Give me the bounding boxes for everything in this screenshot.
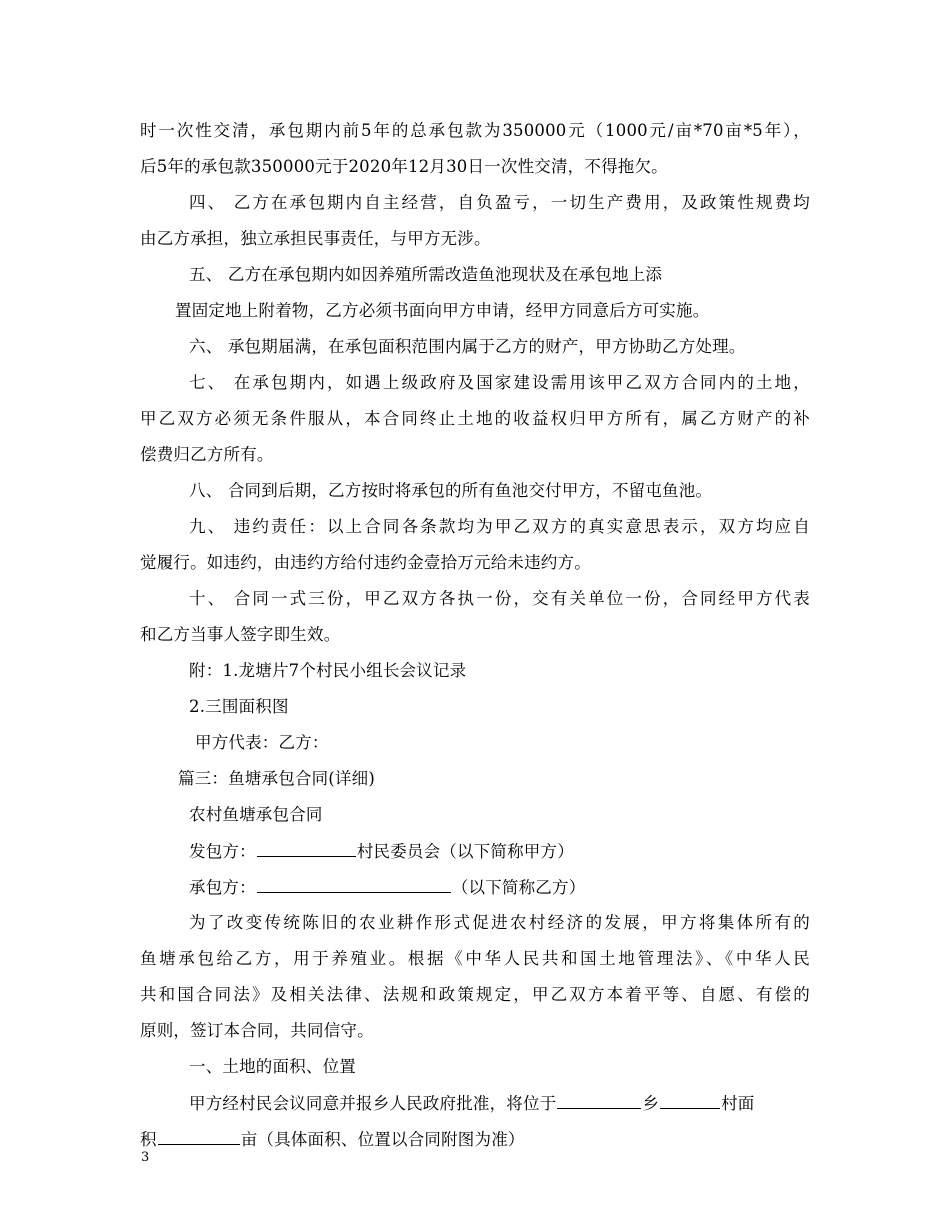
clause-eight-line: 八、 合同到后期，乙方按时将承包的所有鱼池交付甲方，不留屯鱼池。 xyxy=(189,481,713,500)
intro-line: 为了改变传统陈旧的农业耕作形式促进农村经济的发展，甲方将集体所有的 xyxy=(189,913,810,932)
clause-nine-line: 九、 违约责任：以上合同各条款均为甲乙双方的真实意思表示，双方均应自 xyxy=(189,517,810,536)
section-one-title: 一、土地的面积、位置 xyxy=(189,1057,356,1076)
blank-field xyxy=(557,1092,641,1109)
location-text: 村面 xyxy=(721,1094,755,1113)
contractor-label: 发包方： xyxy=(189,842,256,861)
location-text: 甲方经村民会议同意并报乡人民政府批准，将位于 xyxy=(189,1094,557,1113)
paragraph-line: 置固定地上附着物，乙方必须书面向甲方申请，经甲方同意后方可实施。 xyxy=(175,301,710,320)
section-heading: 篇三：鱼塘承包合同(详细) xyxy=(178,769,375,788)
clause-seven-line: 七、 在承包期内，如遇上级政府及国家建设需用该甲乙双方合同内的土地， xyxy=(189,373,810,392)
page-number: 3 xyxy=(141,1150,150,1165)
intro-line: 原则，签订本合同，共同信守。 xyxy=(140,1021,374,1040)
paragraph-line: 由乙方承担，独立承担民事责任，与甲方无涉。 xyxy=(140,229,491,248)
blank-field xyxy=(660,1092,720,1109)
attachment-line: 附：1.龙塘片7个村民小组长会议记录 xyxy=(189,661,467,680)
blank-field xyxy=(158,1128,240,1145)
clause-six-line: 六、 承包期届满，在承包面积范围内属于乙方的财产，甲方协助乙方处理。 xyxy=(189,337,746,356)
paragraph-line: 时一次性交清，承包期内前5年的总承包款为350000元（1000元/亩*70亩*5年）， xyxy=(140,121,810,140)
area-text: 积 xyxy=(140,1130,157,1149)
clause-four-line: 四、 乙方在承包期内自主经营，自负盈亏，一切生产费用，及政策性规费均 xyxy=(189,193,810,212)
paragraph-line: 甲乙双方必须无条件服从，本合同终止土地的收益权归甲方所有，属乙方财产的补 xyxy=(140,409,810,428)
contractee-line xyxy=(189,876,585,899)
attachment-line: 2.三围面积图 xyxy=(189,697,289,716)
area-text: 亩（具体面积、位置以合同附图为准） xyxy=(240,1130,525,1149)
area-line xyxy=(140,1128,525,1151)
intro-line: 鱼塘承包给乙方，用于养殖业。根据《中华人民共和国土地管理法》、《中华人民 xyxy=(140,949,810,968)
paragraph-line: 偿费归乙方所有。 xyxy=(140,445,274,464)
location-line xyxy=(189,1092,755,1115)
intro-line: 共和国合同法》及相关法律、法规和政策规定，甲乙双方本着平等、自愿、有偿的 xyxy=(140,985,810,1004)
contractee-label: 承包方： xyxy=(189,878,256,897)
paragraph-line: 和乙方当事人签字即生效。 xyxy=(140,625,341,644)
paragraph-line: 觉履行。如违约，由违约方给付违约金壹拾万元给未违约方。 xyxy=(140,553,591,572)
location-text: 乡 xyxy=(642,1094,660,1113)
signature-line: 甲方代表：乙方： xyxy=(195,733,329,752)
blank-field xyxy=(257,840,356,857)
blank-field xyxy=(257,876,451,893)
contractee-suffix: （以下简称乙方） xyxy=(451,878,586,897)
paragraph-line: 后5年的承包款350000元于2020年12月30日一次性交清，不得拖欠。 xyxy=(140,157,668,176)
contractor-line xyxy=(189,840,574,863)
contract-title: 农村鱼塘承包合同 xyxy=(189,805,323,824)
clause-five-line: 五、 乙方在承包期内如因养殖所需改造鱼池现状及在承包地上添 xyxy=(189,265,663,284)
contractor-suffix: 村民委员会（以下简称甲方） xyxy=(356,842,574,861)
clause-ten-line: 十、 合同一式三份，甲乙双方各执一份，交有关单位一份，合同经甲方代表 xyxy=(189,589,810,608)
